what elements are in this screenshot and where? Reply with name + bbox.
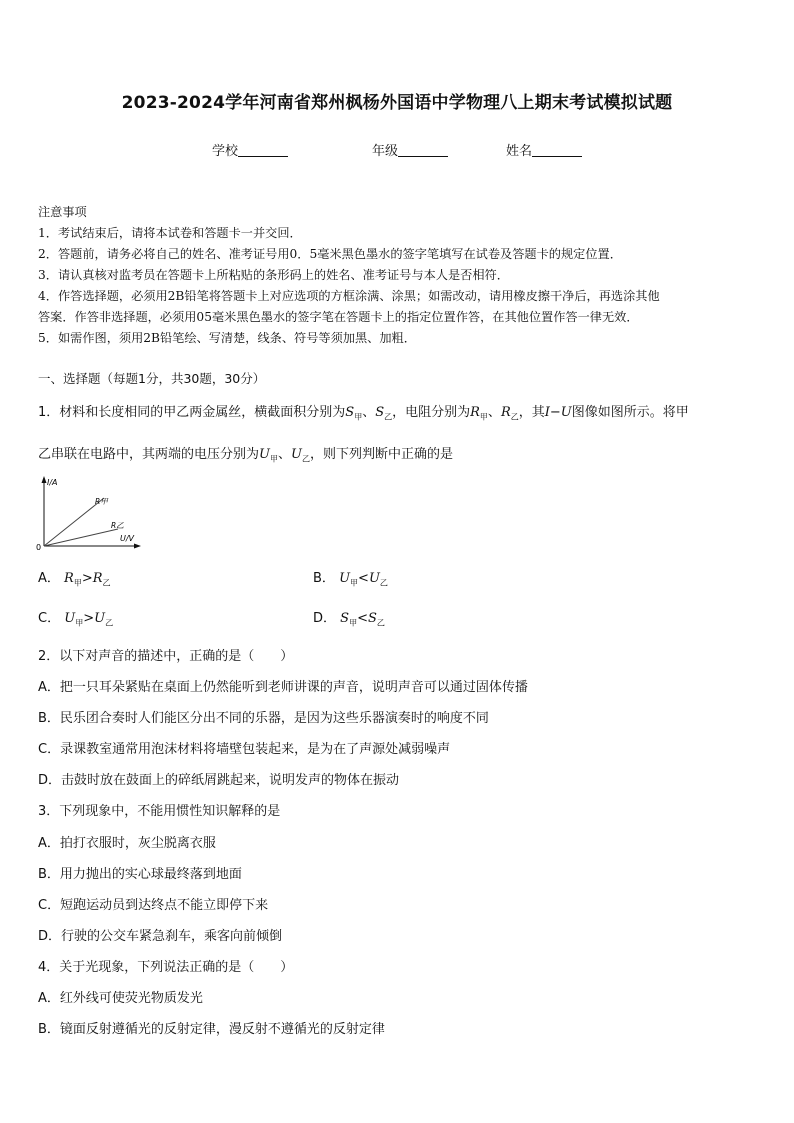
q2-option-c[interactable]: C．录课教室通常用泡沫材料将墙壁包装起来，是为在了声源处减弱噪声 [38,742,451,757]
math-symbol: I [544,405,550,420]
math-subscript: 乙 [379,578,388,588]
math-symbol: U [339,571,351,586]
math-symbol: R [500,405,511,420]
line-label-jia: R甲 [95,497,108,506]
name-field[interactable] [506,140,582,159]
q2-option-b[interactable]: B．民乐团合奏时人们能区分出不同的乐器，是因为这些乐器演奏时的响度不同 [38,711,489,726]
iu-graph [34,474,144,554]
math-subscript: 甲 [269,454,278,464]
note-item: 4．作答选择题，必须用2B铅笔将答题卡上对应选项的方框涂满、涂黑；如需改动，请用橡皮擦干净后，再选涂其他 [38,289,660,303]
q1-text: 乙串联在电路中，其两端的电压分别为 [38,447,260,462]
math-symbol: U [560,405,572,420]
school-label: 学校 [212,144,239,159]
q1-text: 、 [362,405,376,420]
q4-option-b[interactable]: B．镜面反射遵循光的反射定律，漫反射不遵循光的反射定律 [38,1022,385,1037]
note-item: 3．请认真核对监考员在答题卡上所粘贴的条形码上的姓名、准考证号与本人是否相符． [38,268,509,282]
math-symbol: U [291,447,302,462]
y-axis-label: I/A [47,478,58,487]
q1-text: 、 [277,447,291,462]
math-subscript: 甲 [75,618,84,628]
math-subscript: 乙 [510,412,519,422]
math-symbol: U [259,447,270,462]
q3-option-b[interactable]: B．用力抛出的实心球最终落到地面 [38,867,242,882]
q2-option-a[interactable]: A．把一只耳朵紧贴在桌面上仍然能听到老师讲课的声音，说明声音可以通过固体传播 [38,680,528,695]
option-letter: B． [313,571,335,586]
math-symbol: R [92,571,103,586]
math-symbol: > [83,611,95,626]
name-label: 姓名 [506,144,533,159]
notes-heading: 注意事项 [38,205,87,219]
math-subscript: 乙 [376,618,385,628]
note-item: 1．考试结束后，请将本试卷和答题卡一并交回． [38,226,302,240]
q1-option-d[interactable] [313,607,385,629]
section-heading: 一、选择题（每题1分，共30题，30分） [38,371,266,386]
math-symbol: S [340,611,350,626]
exam-title: 2023-2024学年河南省郑州枫杨外国语中学物理八上期末考试模拟试题 [121,93,673,113]
grade-field[interactable] [372,140,448,159]
option-letter: C． [38,611,61,626]
math-symbol: U [368,571,380,586]
option-letter: D． [313,611,337,626]
q1-stem-line1 [38,401,689,423]
q1-text: 1．材料和长度相同的甲乙两金属丝，横截面积分别为 [38,405,346,420]
math-symbol: S [375,405,385,420]
q2-stem: 2．以下对声音的描述中，正确的是（ ） [38,649,294,664]
q1-option-c[interactable] [38,607,113,629]
y-axis-arrow-icon [42,476,47,483]
note-item: 答案．作答非选择题，必须用05毫米黑色墨水的签字笔在答题卡上的指定位置作答，在其他位置作答一律无效． [38,310,639,324]
q1-text: ，其 [518,405,545,420]
math-subscript: 甲 [350,578,359,588]
math-subscript: 甲 [479,412,488,422]
math-symbol: U [64,611,76,626]
math-symbol: U [94,611,106,626]
math-symbol: R [470,405,480,420]
math-subscript: 甲 [349,618,358,628]
name-blank[interactable] [532,143,582,157]
line-label-yi: R乙 [111,521,124,530]
q1-option-b[interactable] [313,567,388,589]
math-subscript: 乙 [105,618,114,628]
math-subscript: 甲 [354,412,363,422]
math-subscript: 甲 [73,578,82,588]
math-symbol: < [357,611,368,626]
q1-text: ，电阻分别为 [392,405,471,420]
math-subscript: 乙 [102,578,111,588]
x-axis-label: U/V [120,534,135,543]
math-symbol: S [367,611,377,626]
q1-text: ，则下列判断中正确的是 [309,447,453,462]
math-subscript: 乙 [301,454,310,464]
q3-option-c[interactable]: C．短跑运动员到达终点不能立即停下来 [38,898,269,913]
grade-blank[interactable] [398,143,448,157]
q4-option-a[interactable]: A．红外线可使荧光物质发光 [38,991,203,1006]
note-item: 5．如需作图，须用2B铅笔绘、写清楚，线条、符号等须加黑、加粗． [38,331,416,345]
math-symbol: R [64,571,74,586]
math-symbol: − [549,405,561,420]
grade-label: 年级 [372,144,399,159]
q2-option-d[interactable]: D．击鼓时放在鼓面上的碎纸屑跳起来，说明发声的物体在振动 [38,773,400,788]
option-letter: A． [38,571,60,586]
q1-stem-line2 [38,443,453,465]
q4-stem: 4．关于光现象，下列说法正确的是（ ） [38,960,294,975]
school-blank[interactable] [238,143,288,157]
q3-option-a[interactable]: A．拍打衣服时，灰尘脱离衣服 [38,836,216,851]
q1-text: 、 [487,405,501,420]
math-subscript: 乙 [384,412,393,422]
school-field[interactable] [212,140,288,159]
math-symbol: S [345,405,355,420]
q3-option-d[interactable]: D．行驶的公交车紧急刹车，乘客向前倾倒 [38,929,283,944]
math-symbol: > [81,571,93,586]
q1-text: 图像如图所示。将甲 [571,405,689,420]
q1-option-a[interactable] [38,567,111,589]
origin-label: 0 [36,543,42,552]
x-axis-arrow-icon [134,544,141,549]
note-item: 2．答题前，请务必将自己的姓名、准考证号用0．5毫米黑色墨水的签字笔填写在试卷及答题卡的规定位置． [38,247,622,261]
math-symbol: < [358,571,369,586]
q3-stem: 3．下列现象中，不能用惯性知识解释的是 [38,804,281,819]
